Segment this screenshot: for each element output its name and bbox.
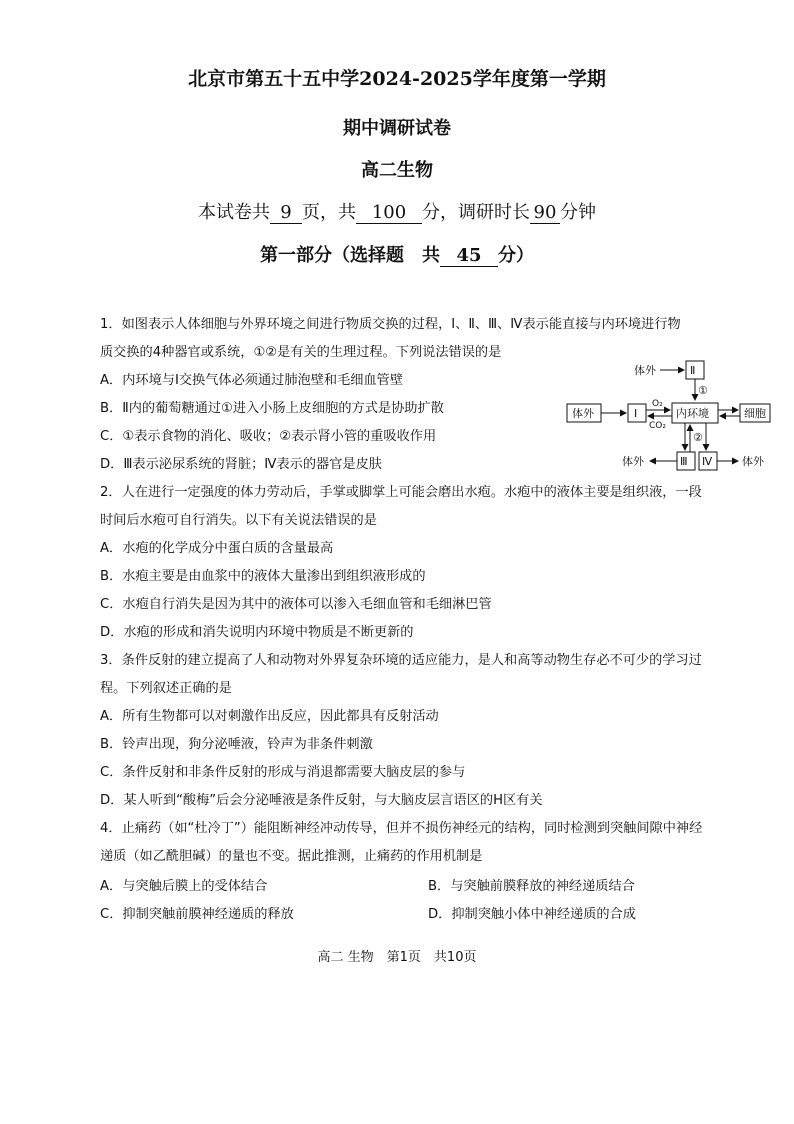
process-2-label: ② <box>693 431 703 444</box>
q1-option-b: B．Ⅱ内的葡萄糖通过①进入小肠上皮细胞的方式是协助扩散 <box>100 401 444 416</box>
box-III-label: Ⅲ <box>680 455 688 468</box>
exam-info-pre: 本试卷共 <box>198 202 270 223</box>
q3-option-c: C．条件反射和非条件反射的形成与消退都需要大脑皮层的参与 <box>100 765 466 780</box>
page-footer: 高二 生物 第1页 共10页 <box>317 950 477 965</box>
outside-bottom-left-label: 体外 <box>622 455 644 468</box>
q2-stem-line-2: 时间后水疱可自行消失。以下有关说法错误的是 <box>100 513 377 528</box>
q1-option-d: D．Ⅲ表示泌尿系统的肾脏；Ⅳ表示的器官是皮肤 <box>100 457 382 472</box>
exam-info-minutes: 90 <box>530 203 560 224</box>
q4-option-b: B．与突触前膜释放的神经递质结合 <box>428 879 635 894</box>
exam-info-mid2: 分，调研时长 <box>422 202 530 223</box>
q3-option-d: D．某人听到“酸梅”后会分泌唾液是条件反射，与大脑皮层言语区的H区有关 <box>100 793 543 808</box>
section-score: 45 <box>440 246 498 267</box>
q3-option-b: B．铃声出现，狗分泌唾液，铃声为非条件刺激 <box>100 737 373 752</box>
box-I-label: Ⅰ <box>634 407 638 420</box>
process-1-label: ① <box>698 384 708 397</box>
inner-env-label: 内环境 <box>676 407 709 420</box>
q3-stem-line-2: 程。下列叙述正确的是 <box>100 681 232 696</box>
o2-label: O₂ <box>652 399 663 409</box>
q2-option-a: A．水疱的化学成分中蛋白质的含量最高 <box>100 541 334 556</box>
exam-info-score: 100 <box>356 203 422 224</box>
q1-option-a: A．内环境与Ⅰ交换气体必须通过肺泡壁和毛细血管壁 <box>100 373 404 388</box>
section-heading <box>0 241 794 267</box>
q3-option-a: A．所有生物都可以对刺激作出反应，因此都具有反射活动 <box>100 709 439 724</box>
outside-top-label: 体外 <box>634 364 656 377</box>
q2-option-c: C．水疱自行消失是因为其中的液体可以渗入毛细血管和毛细淋巴管 <box>100 597 492 612</box>
q2-option-b: B．水疱主要是由血浆中的液体大量渗出到组织液形成的 <box>100 569 426 584</box>
exam-info-post: 分钟 <box>560 202 596 223</box>
q4-option-d: D．抑制突触小体中神经递质的合成 <box>428 907 636 922</box>
outside-left-label: 体外 <box>572 407 594 420</box>
co2-label: CO₂ <box>649 421 666 431</box>
q2-option-d: D．水疱的形成和消失说明内环境中物质是不断更新的 <box>100 625 414 640</box>
exam-info <box>0 198 794 224</box>
q1-stem-line-1: 1．如图表示人体细胞与外界环境之间进行物质交换的过程，Ⅰ、Ⅱ、Ⅲ、Ⅳ表示能直接与内环境进行物 <box>100 317 681 332</box>
q4-stem-line-1: 4．止痛药（如“杜冷丁”）能阻断神经冲动传导，但并不损伤神经元的结构，同时检测到突触间隙中神经 <box>100 821 703 836</box>
q2-stem-line-1: 2．人在进行一定强度的体力劳动后，手掌或脚掌上可能会磨出水疱。水疱中的液体主要是组织液，一段 <box>100 485 702 500</box>
q3-stem-line-1: 3．条件反射的建立提高了人和动物对外界复杂环境的适应能力，是人和高等动物生存必不可少的学习过 <box>100 653 702 668</box>
exam-info-pages: 9 <box>270 203 302 224</box>
box-II-label: Ⅱ <box>690 364 696 377</box>
exam-title: 期中调研试卷 <box>343 118 451 139</box>
q4-option-a: A．与突触后膜上的受体结合 <box>100 879 268 894</box>
q1-option-c: C．①表示食物的消化、吸收；②表示肾小管的重吸收作用 <box>100 429 437 444</box>
subject-title: 高二生物 <box>361 160 433 181</box>
school-title: 北京市第五十五中学2024-2025学年度第一学期 <box>188 68 606 90</box>
outside-bottom-right-label: 体外 <box>742 455 764 468</box>
section-heading-pre: 第一部分（选择题 共 <box>260 245 440 266</box>
exam-info-mid1: 页，共 <box>302 202 356 223</box>
cell-label: 细胞 <box>744 407 766 420</box>
exchange-diagram <box>566 356 772 474</box>
q4-stem-line-2: 递质（如乙酰胆碱）的量也不变。据此推测，止痛药的作用机制是 <box>100 849 483 864</box>
q1-stem-line-2: 质交换的4种器官或系统，①②是有关的生理过程。下列说法错误的是 <box>100 345 502 360</box>
q4-option-c: C．抑制突触前膜神经递质的释放 <box>100 907 294 922</box>
section-heading-post: 分） <box>498 245 534 266</box>
box-IV-label: Ⅳ <box>702 455 713 468</box>
